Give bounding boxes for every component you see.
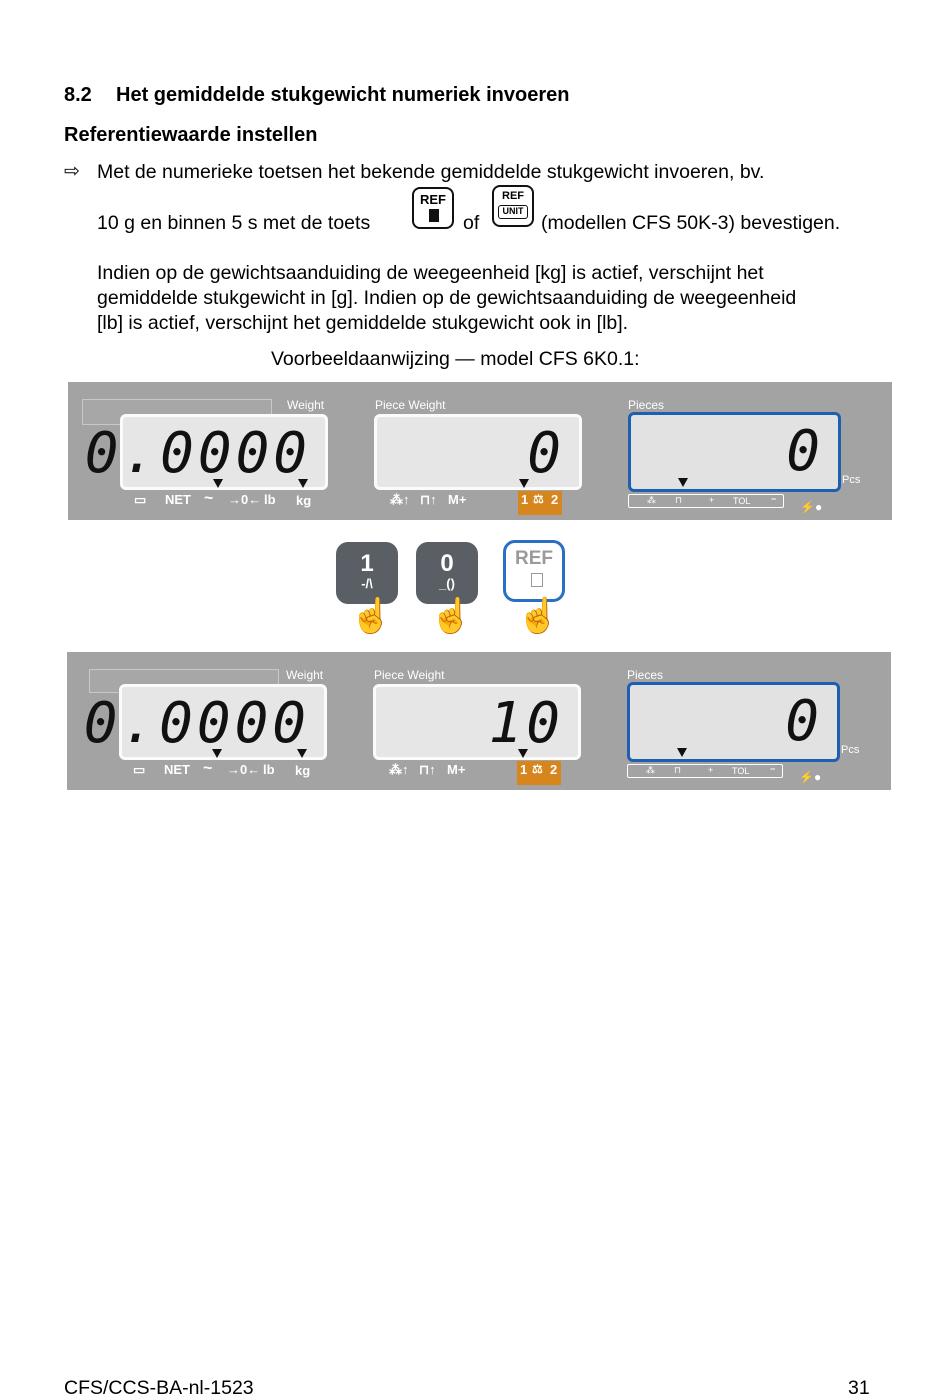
finger-press-icon: ☝: [350, 597, 393, 635]
weight-indicator-icon: [213, 479, 223, 488]
key-1-digit: 1: [360, 550, 374, 577]
tolerance-bar: [627, 764, 783, 778]
tol-weight-icon: ⊓: [675, 495, 683, 505]
scale-1-label: 1: [521, 492, 529, 507]
tol-label: TOL: [732, 766, 750, 776]
scale-2-label: 2: [551, 492, 559, 507]
section-heading: [64, 84, 569, 107]
display-panel-after: [67, 652, 891, 790]
zero-indicator: →0←: [228, 492, 262, 507]
paragraph-line-3: [lb] is actief, verschijnt het gemiddelde stukgewicht ook in [lb].: [97, 312, 629, 334]
scale-indicator: [517, 761, 561, 785]
pieces-indicator-icon: [678, 478, 688, 487]
net-indicator: NET: [165, 492, 191, 507]
footer-page-number: 31: [848, 1377, 870, 1399]
subheading: Referentiewaarde instellen: [64, 124, 318, 146]
pieces-value: 0: [785, 689, 823, 754]
scale-1-label: 1: [520, 762, 528, 777]
weight-up-icon: ⊓↑: [420, 492, 437, 507]
mplus-indicator: M+: [447, 762, 466, 777]
ref-key[interactable]: [503, 540, 565, 602]
finger-press-icon: ☝: [517, 597, 560, 635]
weight-lcd: [84, 414, 328, 490]
stable-icon: ~: [204, 490, 214, 507]
lb-indicator: lb: [264, 492, 276, 507]
finger-press-icon: ☝: [430, 597, 473, 635]
battery-icon: ▭: [134, 492, 147, 507]
key-0[interactable]: [416, 542, 478, 604]
piece-weight-label: Piece Weight: [375, 398, 446, 412]
paragraph-line-1: Indien op de gewichtsaanduiding de weegeenheid [kg] is actief, verschijnt het: [97, 262, 764, 284]
net-indicator: NET: [164, 762, 190, 777]
tol-pieces-icon: ⁂: [647, 495, 656, 505]
pcs-label: Pcs: [841, 744, 860, 756]
ref-unit-key-icon: [492, 185, 534, 227]
step-line-2-before: 10 g en binnen 5 s met de toets: [97, 212, 371, 234]
tol-plus: +: [708, 765, 714, 775]
scale-icon: ⚖: [533, 492, 544, 506]
pieces-indicator-icon: [677, 748, 687, 757]
pieces-lcd: [628, 412, 841, 492]
weight-value: 0.0000: [84, 421, 311, 486]
ref-key-icon: [412, 187, 454, 229]
ref-unit-key-label-top: REF: [502, 190, 524, 202]
stable-icon: ~: [203, 760, 213, 777]
key-1-sub: -/\: [361, 576, 373, 591]
piece-weight-indicator-icon: [518, 749, 528, 758]
tol-minus: −: [770, 764, 776, 774]
pieces-label: Pieces: [628, 398, 665, 412]
power-icon: ⚡●: [800, 500, 823, 514]
power-icon: ⚡●: [799, 770, 822, 784]
ref-key-label: REF: [515, 548, 553, 569]
section-title: Het gemiddelde stukgewicht numeriek invoeren: [116, 84, 570, 106]
piece-weight-label: Piece Weight: [374, 668, 445, 682]
kg-indicator: kg: [295, 763, 311, 778]
weight-indicator-icon: [212, 749, 222, 758]
scale-indicator: [518, 491, 562, 515]
weight-icon: [429, 209, 439, 222]
pieces-accumulate-icon: ⁂↑: [390, 492, 410, 507]
paragraph-line-2: gemiddelde stukgewicht in [g]. Indien op de gewichtsaanduiding de weegeenheid: [97, 287, 797, 309]
piece-weight-lcd: [373, 684, 581, 760]
pieces-accumulate-icon: ⁂↑: [389, 762, 409, 777]
weight-label: Weight: [286, 668, 324, 682]
section-number: 8.2: [64, 84, 92, 106]
weight-value: 0.0000: [83, 691, 310, 756]
tol-weight-icon: ⊓: [674, 765, 682, 775]
tol-plus: +: [709, 495, 715, 505]
footer-doc-id: CFS/CCS-BA-nl-1523: [64, 1377, 254, 1399]
step-line-1: Met de numerieke toetsen het bekende gemiddelde stukgewicht invoeren, bv.: [97, 161, 765, 183]
pieces-lcd: [627, 682, 840, 762]
step-line-2-or: of: [463, 212, 480, 234]
lb-indicator: lb: [263, 762, 275, 777]
battery-icon: ▭: [133, 762, 146, 777]
weight-up-icon: ⊓↑: [419, 762, 436, 777]
display-panel-before: [68, 382, 892, 520]
tol-minus: −: [771, 494, 777, 504]
kg-indicator: kg: [296, 493, 312, 508]
ref-unit-key-label-bottom: UNIT: [498, 205, 528, 219]
scale-2-label: 2: [550, 762, 558, 777]
key-1[interactable]: [336, 542, 398, 604]
step-line-2-after: (modellen CFS 50K-3) bevestigen.: [541, 212, 841, 234]
zero-indicator: →0←: [227, 762, 261, 777]
mplus-indicator: M+: [448, 492, 467, 507]
piece-weight-lcd: [374, 414, 582, 490]
arrow-bullet-icon: ⇨: [64, 161, 80, 182]
weight-indicator-icon: [298, 479, 308, 488]
weight-lcd: [83, 684, 327, 760]
example-caption: Voorbeeldaanwijzing — model CFS 6K0.1:: [271, 348, 640, 370]
ref-key-label: REF: [420, 192, 446, 207]
key-0-sub: _(): [439, 576, 455, 591]
tol-label: TOL: [733, 496, 751, 506]
key-0-digit: 0: [440, 550, 454, 577]
scale-icon: ⚖: [532, 762, 543, 776]
piece-weight-indicator-icon: [519, 479, 529, 488]
piece-weight-value: 10: [488, 691, 564, 756]
weight-label: Weight: [287, 398, 325, 412]
weight-icon: [531, 573, 543, 587]
pieces-value: 0: [786, 419, 824, 484]
weight-indicator-icon: [297, 749, 307, 758]
pcs-label: Pcs: [842, 474, 861, 486]
piece-weight-value: 0: [527, 421, 565, 486]
tolerance-bar: [628, 494, 784, 508]
tol-pieces-icon: ⁂: [646, 765, 655, 775]
pieces-label: Pieces: [627, 668, 664, 682]
